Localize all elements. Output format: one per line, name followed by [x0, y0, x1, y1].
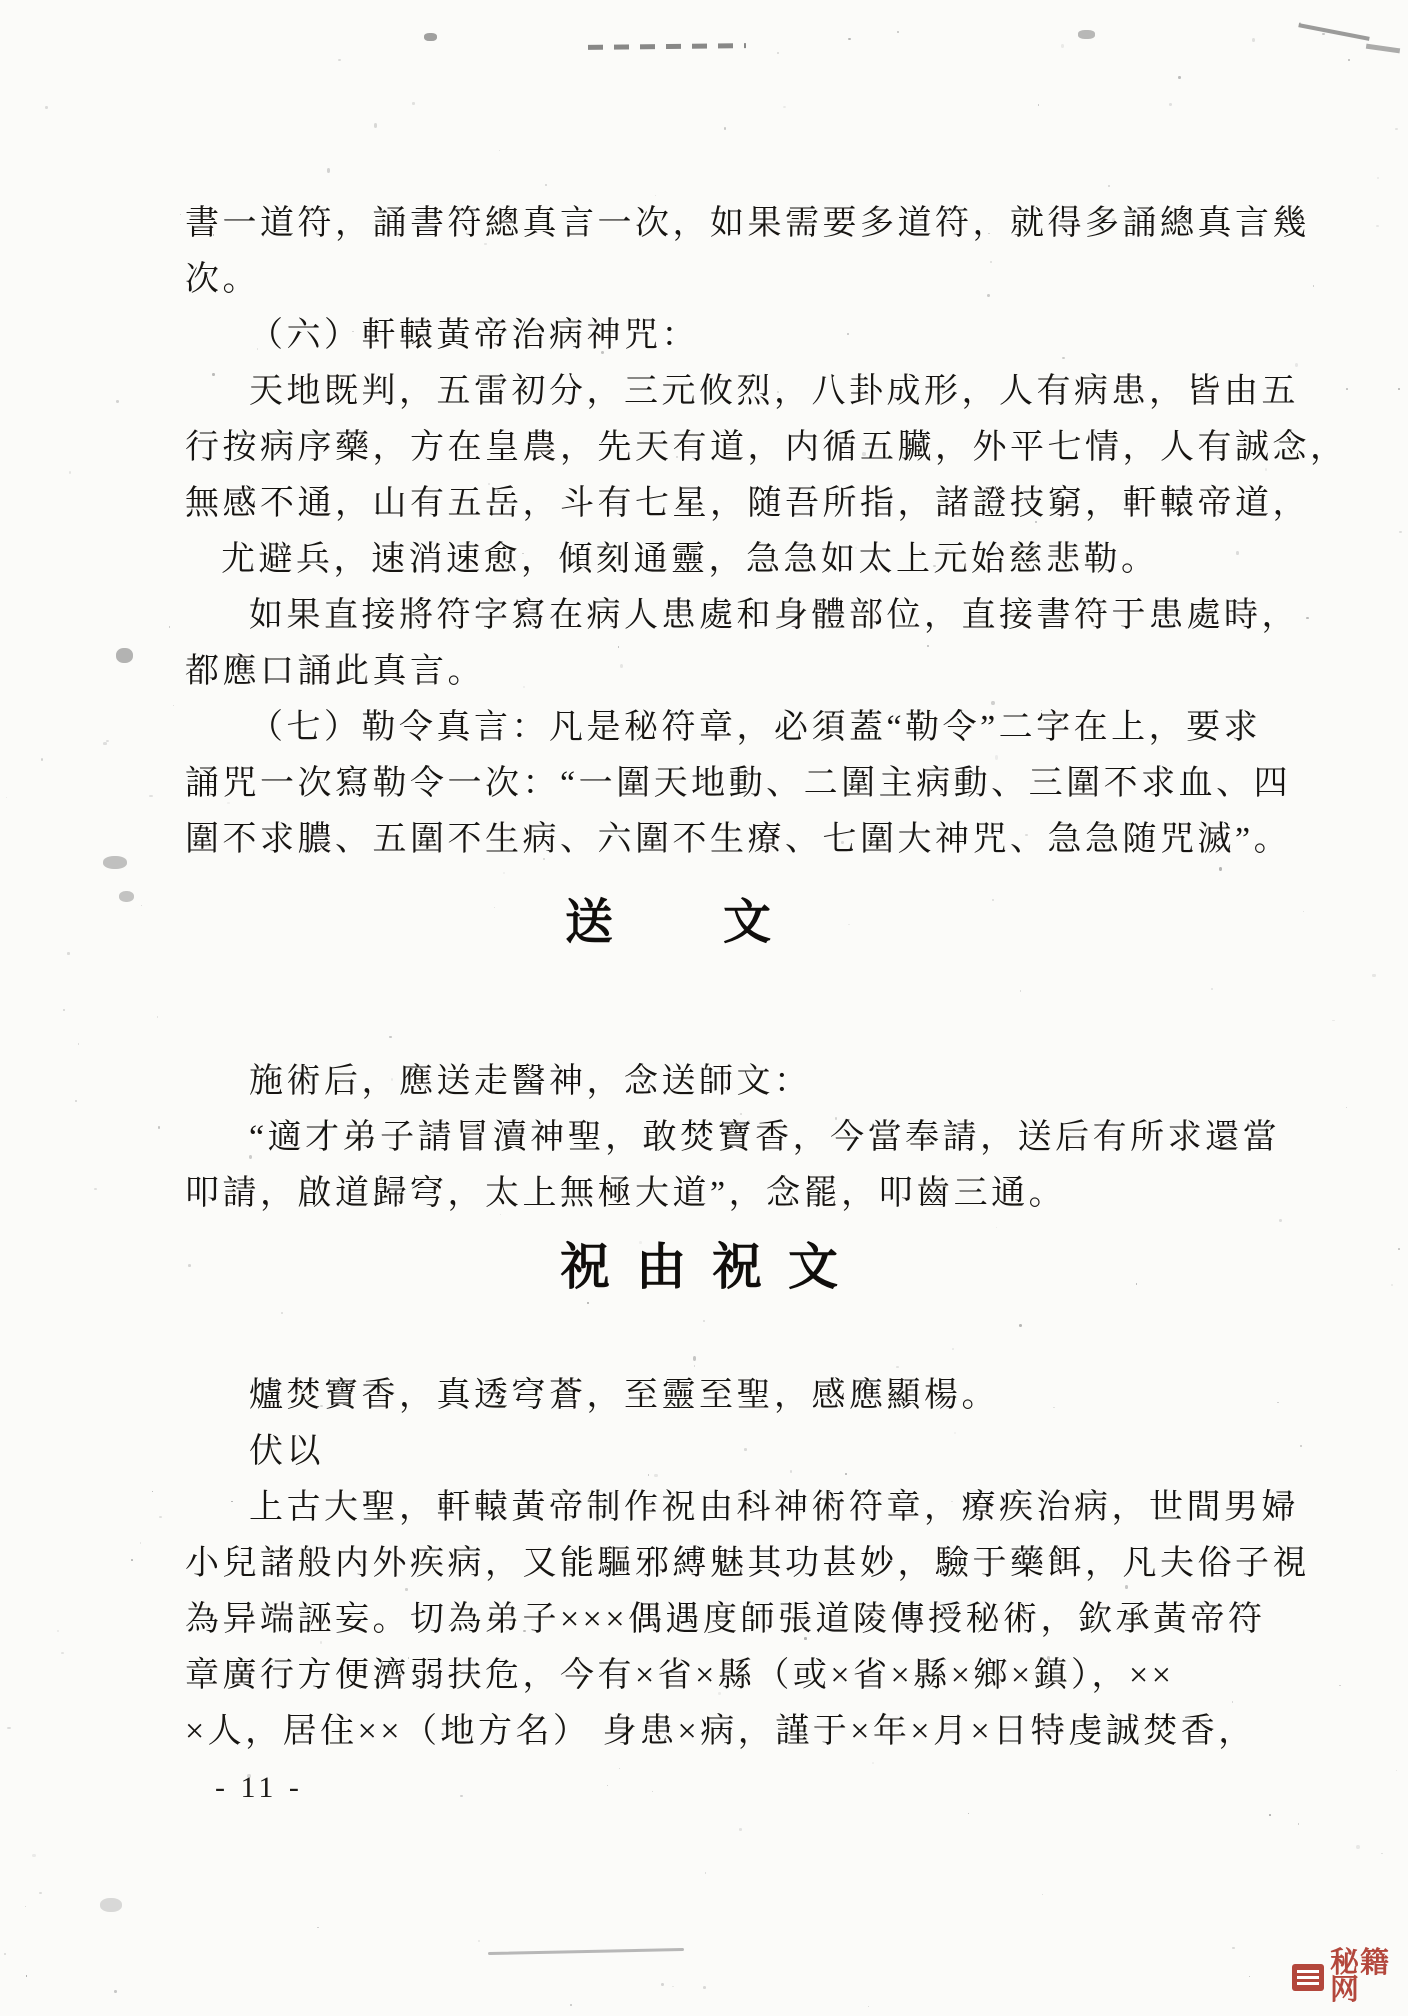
noise-speck	[114, 1990, 117, 1993]
scan-artifact-smudge	[100, 1898, 122, 1912]
noise-speck	[4, 1953, 6, 1955]
text-line: 次。	[185, 261, 260, 298]
noise-speck	[317, 1927, 318, 1928]
noise-speck	[1249, 1976, 1250, 1977]
noise-speck	[1269, 1814, 1271, 1816]
noise-speck	[570, 2004, 572, 2006]
text-line: 無感不通，山有五岳，斗有七星，随吾所指，諸證技窮，軒轅帝道，	[185, 485, 1310, 522]
noise-speck	[39, 1892, 42, 1894]
noise-speck	[25, 1906, 27, 1907]
text-line: 圍不求膿、五圍不生病、六圍不生療、七圍大神咒、急急随咒滅”。	[185, 821, 1292, 858]
noise-speck	[478, 1940, 480, 1942]
text-line: 為异端誣妄。切為弟子×××偶遇度師張道陵傳授秘術，欽承黃帝符	[185, 1601, 1266, 1638]
text-line: 天地既判，五雷初分，三元攸烈，八卦成形，人有病患，皆由五	[249, 373, 1299, 410]
text-line: 尤避兵，速消速愈，傾刻通靈，急急如太上元始慈悲勒。	[221, 541, 1159, 578]
chapter-title-song-wen: 送文	[565, 896, 882, 949]
site-watermark	[1292, 1947, 1408, 2006]
noise-speck	[1298, 1823, 1300, 1825]
section-heading-seven: （七）勒令真言：凡是秘符章，必須蓋“勒令”二字在上，要求	[249, 709, 1262, 746]
text-line: 誦咒一次寫勒令一次：“一圍天地動、二圍主病動、三圍不求血、四	[185, 765, 1292, 802]
noise-speck	[672, 1986, 674, 1987]
text-line: 叩請，啟道歸穹，太上無極大道”，念罷，叩齒三通。	[185, 1175, 1067, 1212]
noise-speck	[968, 1813, 969, 1814]
noise-speck	[1042, 1894, 1044, 1895]
text-line: “適才弟子請冒瀆神聖，敢焚寶香，今當奉請，送后有所求還當	[249, 1119, 1281, 1156]
chapter-title-zhu-you-zhu-wen: 祝由祝文	[560, 1239, 864, 1295]
text-line: 上古大聖，軒轅黃帝制作祝由科神術符章，療疾治病，世間男婦	[249, 1489, 1299, 1526]
text-line: 如果直接將符字寫在病人患處和身體部位，直接書符于患處時，	[249, 597, 1299, 634]
noise-speck	[1232, 1947, 1234, 1950]
text-line: 都應口誦此真言。	[185, 653, 485, 690]
text-line: 書一道符，誦書符總真言一次，如果需要多道符，就得多誦總真言幾	[185, 205, 1310, 242]
watermark-label: 秘籍网	[1330, 1947, 1391, 2006]
noise-speck	[32, 1854, 35, 1857]
text-line: 伏以	[249, 1433, 324, 1470]
text-line: 章廣行方便濟弱扶危，今有×省×縣（或×省×縣×鄉×鎮），××	[185, 1657, 1175, 1694]
text-line: 施術后，應送走醫神，念送師文：	[249, 1063, 812, 1100]
noise-speck	[661, 1983, 664, 1986]
text-line: 小兒諸般内外疾病，又能驅邪縛魅其功甚妙，驗于藥餌，凡夫俗子視	[185, 1545, 1310, 1582]
text-line: 行按病序藥，方在皇農，先天有道，内循五臟，外平七情，人有誠念，	[185, 429, 1348, 466]
text-line: 爐焚寶香，真透穹蒼，至靈至聖，感應顯楊。	[249, 1377, 999, 1414]
noise-speck	[705, 1872, 706, 1873]
noise-speck	[739, 1828, 742, 1831]
noise-speck	[26, 1975, 28, 1977]
noise-speck	[868, 2006, 869, 2008]
text-line: ×人，居住××（地方名） 身患×病，謹于×年×月×日特虔誠焚香，	[185, 1713, 1256, 1750]
section-heading-six: （六）軒轅黃帝治病神咒：	[249, 317, 699, 354]
page-number: - 11 -	[215, 1771, 303, 1804]
book-icon	[1292, 1964, 1324, 1991]
noise-speck	[1356, 1845, 1359, 1849]
noise-speck	[1381, 1853, 1383, 1854]
noise-speck	[703, 1986, 706, 1989]
